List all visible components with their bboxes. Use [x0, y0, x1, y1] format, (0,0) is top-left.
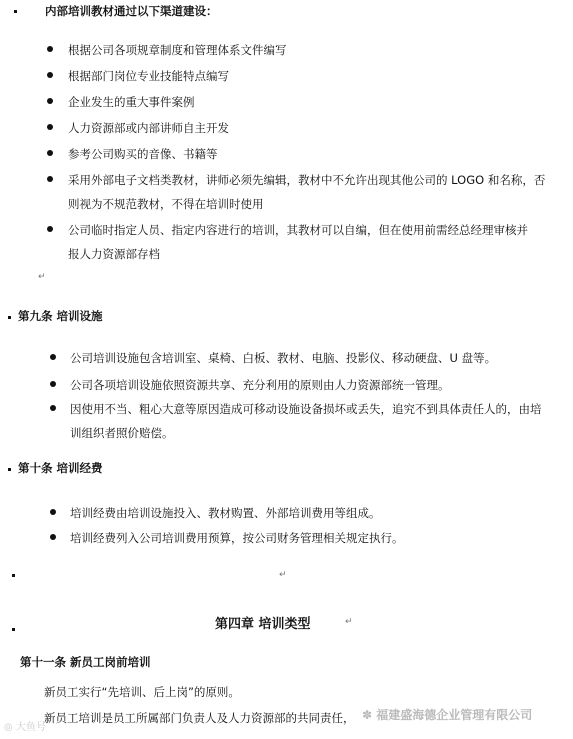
bullet-icon [47, 98, 53, 104]
bullet-icon [50, 534, 56, 540]
watermark-logo-icon: ◎ [4, 722, 13, 733]
square-bullet-icon [8, 316, 11, 319]
watermark-logo-icon: ✽ [362, 708, 373, 722]
list-item-continuation: 训组织者照价赔偿。 [70, 426, 174, 440]
list-item: 因使用不当、粗心大意等原因造成可移动设施设备损坏或丢失，追究不到具体责任人的，由培 [70, 402, 542, 416]
square-bullet-icon [8, 468, 11, 471]
body-text: 新员工培训是员工所属部门负责人及人力资源部的共同责任， [44, 711, 355, 725]
paragraph-mark-icon: ↵ [279, 570, 287, 580]
paragraph-mark-icon: ↵ [38, 272, 46, 282]
paragraph-mark-icon: ↵ [345, 617, 353, 627]
square-bullet-icon [12, 628, 15, 631]
bullet-icon [50, 381, 56, 387]
bullet-icon [47, 176, 53, 182]
list-item: 培训经费由培训设施投入、教材购置、外部培训费用等组成。 [70, 506, 381, 520]
list-item: 参考公司购买的音像、书籍等 [68, 147, 218, 161]
article-title: 第十一条 新员工岗前培训 [20, 655, 151, 669]
chapter-title: 第四章 培训类型 [215, 617, 311, 632]
list-item: 培训经费列入公司培训费用预算，按公司财务管理相关规定执行。 [70, 531, 404, 545]
square-bullet-icon [14, 10, 17, 13]
section-heading: 内部培训教材通过以下渠道建设： [45, 4, 218, 18]
bullet-icon [50, 509, 56, 515]
list-item: 人力资源部或内部讲师自主开发 [68, 121, 229, 135]
bullet-icon [47, 72, 53, 78]
list-item-continuation: 报人力资源部存档 [68, 247, 160, 261]
bullet-icon [50, 354, 56, 360]
bullet-icon [47, 124, 53, 130]
list-item: 采用外部电子文档类教材，讲师必须先编辑，教材中不允许出现其他公司的 LOGO 和名称，否 [68, 173, 546, 187]
list-item: 企业发生的重大事件案例 [68, 95, 195, 109]
watermark-left-text: 大鱼号 [15, 722, 46, 733]
bullet-icon [47, 46, 53, 52]
watermark-left [4, 718, 46, 733]
list-item: 公司临时指定人员、指定内容进行的培训，其教材可以自编，但在使用前需经总经理审核并 [68, 223, 528, 237]
watermark-right-text: 福建盛海德企业管理有限公司 [376, 708, 533, 722]
article-title: 第十条 培训经费 [18, 461, 103, 475]
watermark-right [362, 706, 532, 723]
bullet-icon [47, 226, 53, 232]
list-item: 根据公司各项规章制度和管理体系文件编写 [68, 43, 287, 57]
bullet-icon [50, 405, 56, 411]
list-item: 公司培训设施包含培训室、桌椅、白板、教材、电脑、投影仪、移动硬盘、U 盘等。 [70, 351, 497, 365]
article-title: 第九条 培训设施 [18, 309, 103, 323]
list-item-continuation: 则视为不规范教材，不得在培训时使用 [68, 197, 264, 211]
list-item: 根据部门岗位专业技能特点编写 [68, 69, 229, 83]
body-text: 新员工实行“先培训、后上岗”的原则。 [44, 685, 240, 699]
list-item: 公司各项培训设施依照资源共享、充分利用的原则由人力资源部统一管理。 [70, 378, 450, 392]
bullet-icon [47, 150, 53, 156]
square-bullet-icon [12, 574, 15, 577]
